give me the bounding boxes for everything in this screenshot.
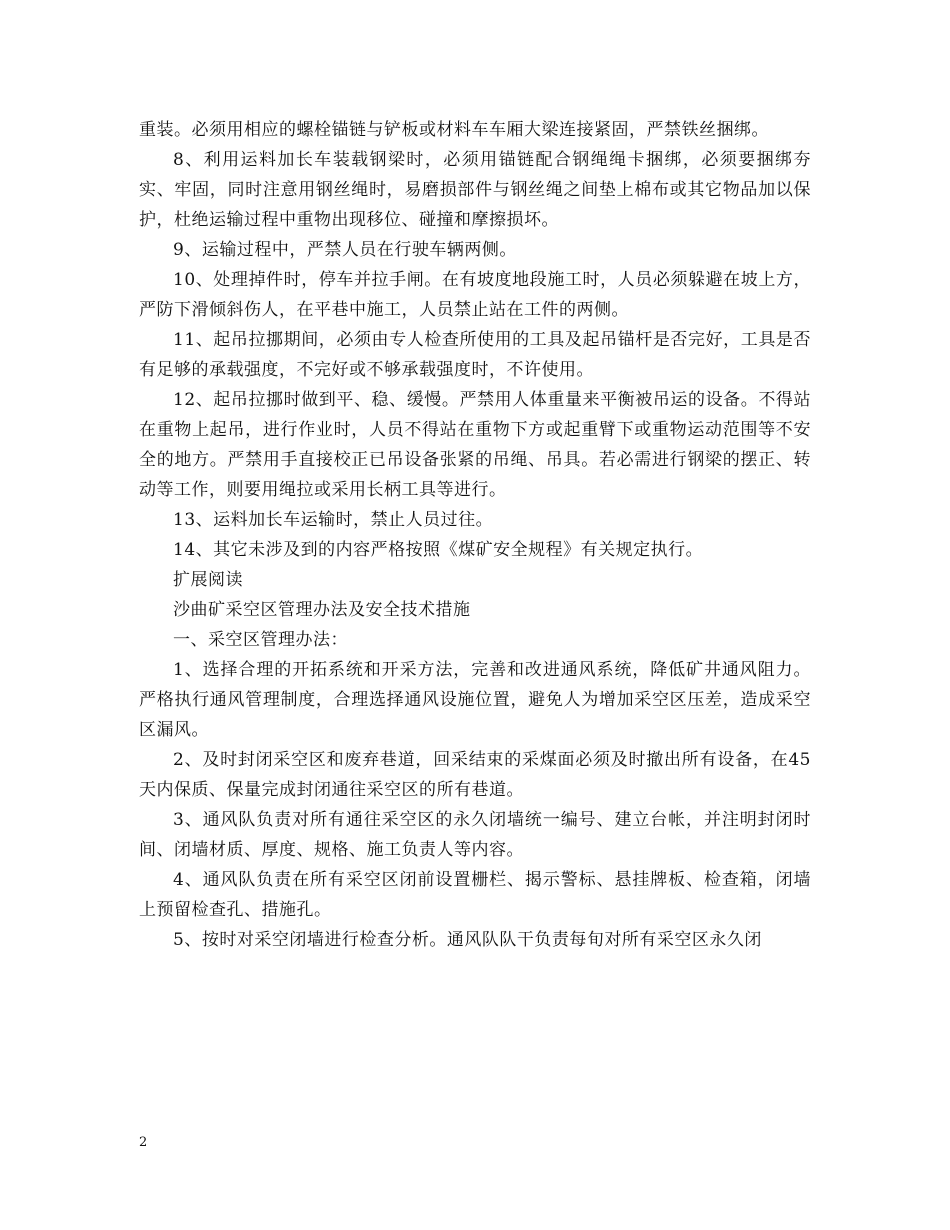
paragraph-item-9: 9、运输过程中，严禁人员在行驶车辆两侧。 bbox=[173, 240, 517, 260]
paragraph-measure-4: 4、通风队负责在所有采空区闭前设置栅栏、揭示警标、悬挂牌板、检查箱，闭墙上预留检查孔、措施孔。 bbox=[139, 870, 811, 920]
paragraph-item-14: 14、其它未涉及到的内容严格按照《煤矿安全规程》有关规定执行。 bbox=[173, 540, 704, 560]
subsection-heading: 一、采空区管理办法： bbox=[173, 630, 348, 650]
paragraph-item-8: 8、利用运料加长车装载钢梁时，必须用锚链配合钢绳绳卡捆绑，必须要捆绑夯实、牢固，同时注意用钢丝绳时，易磨损部件与钢丝绳之间垫上棉布或其它物品加以保护，杜绝运输过程中重物出现移位、碰撞和摩擦损坏。 bbox=[139, 150, 811, 230]
page-number: 2 bbox=[139, 1135, 148, 1150]
paragraph-0: 重装。必须用相应的螺栓锚链与铲板或材料车车厢大梁连接紧固，严禁铁丝捆绑。 bbox=[139, 120, 769, 140]
document-body bbox=[139, 115, 811, 955]
paragraph-item-12: 12、起吊拉挪时做到平、稳、缓慢。严禁用人体重量来平衡被吊运的设备。不得站在重物上起吊，进行作业时，人员不得站在重物下方或起重臂下或重物运动范围等不安全的地方。严禁用手直接校正已吊设备张紧的吊绳、吊具。若必需进行钢梁的摆正、转动等工作，则要用绳拉或采用长柄工具等进行。 bbox=[139, 390, 811, 500]
paragraph-item-13: 13、运料加长车运输时，禁止人员过往。 bbox=[173, 510, 494, 530]
paragraph-item-11: 11、起吊拉挪期间，必须由专人检查所使用的工具及起吊锚杆是否完好，工具是否有足够的承载强度，不完好或不够承载强度时，不许使用。 bbox=[139, 330, 811, 380]
paragraph-item-10: 10、处理掉件时，停车并拉手闸。在有坡度地段施工时，人员必须躲避在坡上方，严防下滑倾斜伤人，在平巷中施工，人员禁止站在工件的两侧。 bbox=[139, 270, 811, 320]
paragraph-measure-2: 2、及时封闭采空区和废弃巷道，回采结束的采煤面必须及时撤出所有设备，在45天内保质、保量完成封闭通往采空区的所有巷道。 bbox=[139, 750, 811, 800]
extended-reading-heading: 扩展阅读 bbox=[173, 570, 243, 590]
paragraph-measure-1: 1、选择合理的开拓系统和开采方法，完善和改进通风系统，降低矿井通风阻力。严格执行通风管理制度，合理选择通风设施位置，避免人为增加采空区压差，造成采空区漏风。 bbox=[139, 660, 811, 740]
section-title: 沙曲矿采空区管理办法及安全技术措施 bbox=[173, 600, 471, 620]
paragraph-measure-3: 3、通风队负责对所有通往采空区的永久闭墙统一编号、建立台帐，并注明封闭时间、闭墙材质、厚度、规格、施工负责人等内容。 bbox=[139, 810, 811, 860]
paragraph-measure-5: 5、按时对采空闭墙进行检查分析。通风队队干负责每旬对所有采空区永久闭 bbox=[173, 930, 762, 950]
